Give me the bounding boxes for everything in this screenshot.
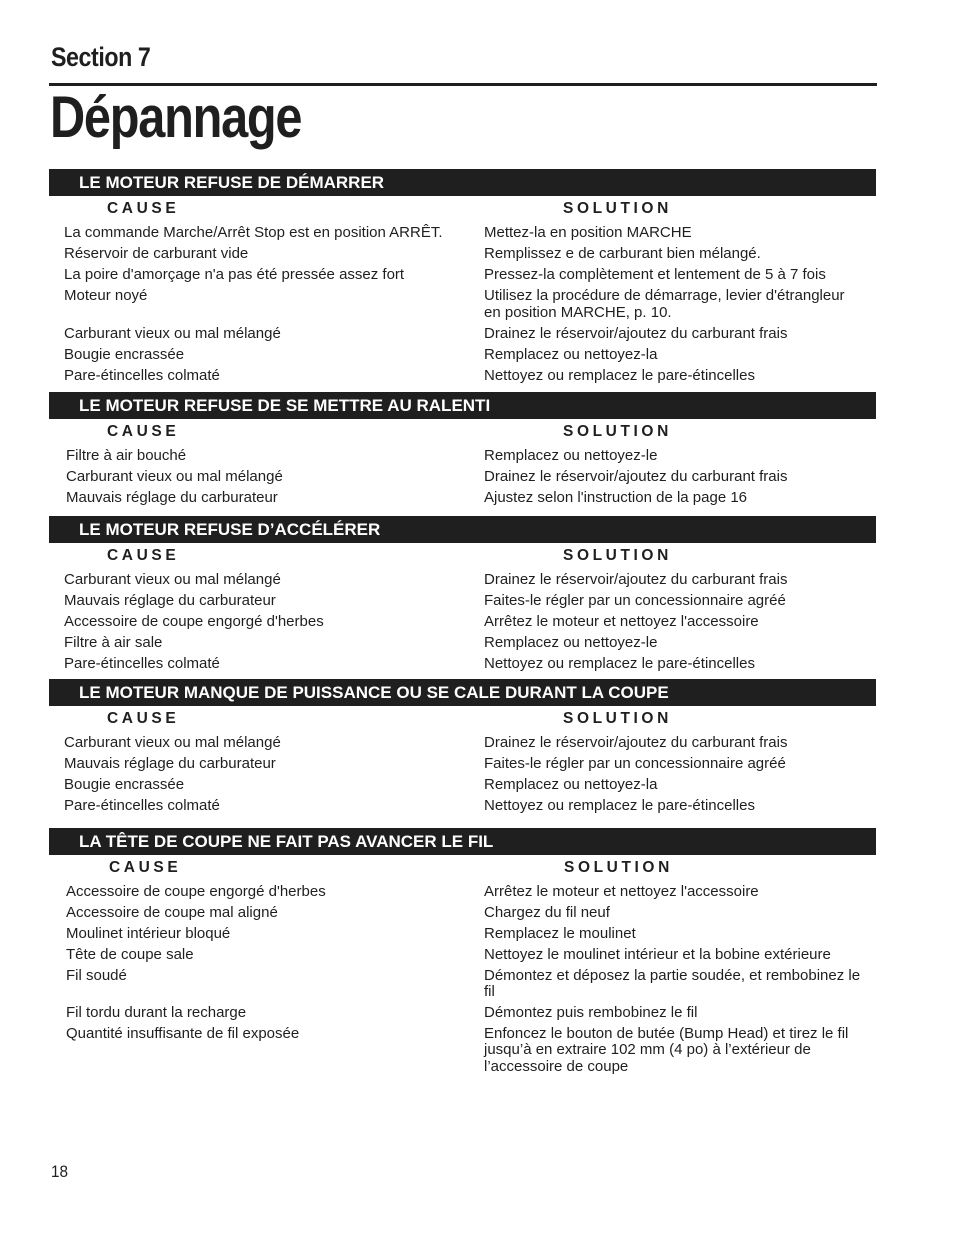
table-row — [49, 798, 876, 815]
cause-cell: Bougie encrassée — [64, 345, 185, 363]
solution-cell: Remplissez e de carburant bien mélangé. — [484, 245, 761, 262]
table-row — [49, 905, 876, 922]
table-row — [49, 947, 876, 964]
table-row — [49, 267, 876, 284]
table-row — [49, 1005, 876, 1022]
cause-cell: Réservoir de carburant vide — [64, 245, 249, 262]
solution-cell: Remplacez le moulinet — [484, 924, 636, 942]
solution-column-heading: SOLUTION — [563, 200, 672, 217]
table-row — [49, 968, 876, 1001]
solution-cell: Remplacez ou nettoyez-le — [484, 633, 658, 651]
table-row — [49, 326, 876, 343]
troubleshoot-block-no-idle — [49, 392, 876, 507]
troubleshoot-block-no-start — [49, 169, 876, 384]
cause-cell: La commande Marche/Arrêt Stop est en position ARRÊT. — [64, 224, 443, 241]
troubleshoot-rows — [49, 448, 876, 507]
troubleshoot-block-no-accelerate — [49, 516, 876, 672]
table-row — [49, 368, 876, 385]
table-row — [49, 288, 876, 321]
cause-cell: Pare-étincelles colmaté — [64, 366, 220, 384]
solution-column-heading: SOLUTION — [563, 547, 672, 564]
cause-column-heading: CAUSE — [107, 423, 180, 440]
troubleshoot-block-power-loss — [49, 679, 876, 815]
block-heading: LE MOTEUR REFUSE D’ACCÉLÉRER — [49, 516, 876, 543]
cause-cell: Mauvais réglage du carburateur — [64, 592, 276, 609]
table-row — [49, 884, 876, 901]
troubleshoot-rows — [49, 884, 876, 1075]
solution-cell: Arrêtez le moteur et nettoyez l'accessoire — [484, 613, 759, 630]
cause-column-heading: CAUSE — [107, 547, 180, 564]
cause-cell: Pare-étincelles colmaté — [64, 797, 220, 814]
solution-column-heading: SOLUTION — [564, 859, 673, 876]
cause-cell: Accessoire de coupe mal aligné — [66, 903, 278, 921]
cause-cell: Accessoire de coupe engorgé d'herbes — [64, 613, 324, 630]
cause-cell: Mauvais réglage du carburateur — [64, 755, 276, 772]
table-row — [49, 926, 876, 943]
solution-cell: Mettez-la en position MARCHE — [484, 224, 692, 241]
solution-cell: Remplacez ou nettoyez-le — [484, 447, 658, 464]
solution-cell: Remplacez ou nettoyez-la — [484, 776, 658, 793]
cause-cell: Carburant vieux ou mal mélangé — [64, 324, 281, 342]
solution-cell: Arrêtez le moteur et nettoyez l'accessoire — [484, 883, 759, 900]
cause-cell: Mauvais réglage du carburateur — [66, 489, 278, 506]
cause-cell: Fil tordu durant la recharge — [66, 1003, 247, 1021]
solution-cell: Nettoyez ou remplacez le pare-étincelles — [484, 797, 755, 814]
table-row — [49, 656, 876, 673]
troubleshoot-rows — [49, 735, 876, 815]
table-row — [49, 490, 876, 507]
table-row — [49, 635, 876, 652]
table-row — [49, 614, 876, 631]
cause-cell: Quantité insuffisante de fil exposée — [66, 1024, 300, 1042]
cause-cell: Fil soudé — [66, 966, 127, 984]
solution-column-heading: SOLUTION — [563, 423, 672, 440]
solution-cell: Drainez le réservoir/ajoutez du carburant frais — [484, 324, 788, 342]
solution-cell: Drainez le réservoir/ajoutez du carburant frais — [484, 734, 788, 751]
table-row — [49, 1026, 876, 1076]
table-row — [49, 448, 876, 465]
solution-cell: Chargez du fil neuf — [484, 903, 610, 921]
cause-cell: Carburant vieux ou mal mélangé — [66, 468, 283, 485]
section-label: Section 7 — [51, 42, 151, 72]
table-row — [49, 756, 876, 773]
solution-cell: Faites-le régler par un concessionnaire agréé — [484, 755, 786, 772]
page-title: Dépannage — [50, 85, 302, 150]
block-heading: LA TÊTE DE COUPE NE FAIT PAS AVANCER LE FIL — [49, 828, 876, 855]
table-row — [49, 246, 876, 263]
solution-cell: Faites-le régler par un concessionnaire agréé — [484, 592, 786, 609]
solution-cell: Ajustez selon l'instruction de la page 16 — [484, 489, 748, 506]
cause-cell: Filtre à air bouché — [66, 447, 187, 464]
solution-cell: Démontez puis rembobinez le fil — [484, 1003, 698, 1021]
solution-cell: Nettoyez ou remplacez le pare-étincelles — [484, 366, 755, 384]
solution-cell: Drainez le réservoir/ajoutez du carburant frais — [484, 571, 788, 588]
solution-cell: Drainez le réservoir/ajoutez du carburant frais — [484, 468, 788, 485]
block-heading: LE MOTEUR REFUSE DE SE METTRE AU RALENTI — [49, 392, 876, 419]
solution-cell: Utilisez la procédure de démarrage, levier d'étrangleur en position MARCHE, p. 10. — [484, 287, 845, 321]
cause-column-heading: CAUSE — [109, 859, 182, 876]
cause-column-heading: CAUSE — [107, 710, 180, 727]
solution-cell: Nettoyez le moulinet intérieur et la bobine extérieure — [484, 945, 831, 963]
cause-cell: Moulinet intérieur bloqué — [66, 924, 231, 942]
solution-cell: Remplacez ou nettoyez-la — [484, 345, 658, 363]
table-row — [49, 777, 876, 794]
cause-cell: Pare-étincelles colmaté — [64, 654, 220, 672]
solution-cell: Enfoncez le bouton de butée (Bump Head) et tirez le fil jusqu’à en extraire 102 mm (4 po) à l’extérieur de l’accessoire de coupe — [484, 1024, 849, 1075]
troubleshoot-rows — [49, 225, 876, 384]
block-heading: LE MOTEUR REFUSE DE DÉMARRER — [49, 169, 876, 196]
cause-cell: Accessoire de coupe engorgé d'herbes — [66, 883, 326, 900]
cause-cell: Filtre à air sale — [64, 633, 163, 651]
cause-cell: La poire d'amorçage n'a pas été pressée assez fort — [64, 266, 405, 283]
block-heading: LE MOTEUR MANQUE DE PUISSANCE OU SE CALE DURANT LA COUPE — [49, 679, 876, 706]
troubleshoot-block-line-feed — [49, 828, 876, 1075]
cause-cell: Bougie encrassée — [64, 776, 185, 793]
table-row — [49, 572, 876, 589]
table-row — [49, 225, 876, 242]
table-row — [49, 593, 876, 610]
table-row — [49, 469, 876, 486]
cause-cell: Moteur noyé — [64, 287, 148, 304]
troubleshoot-rows — [49, 572, 876, 672]
solution-cell: Nettoyez ou remplacez le pare-étincelles — [484, 654, 755, 672]
cause-cell: Carburant vieux ou mal mélangé — [64, 734, 281, 751]
solution-cell: Pressez-la complètement et lentement de 5 à 7 fois — [484, 266, 826, 283]
cause-cell: Carburant vieux ou mal mélangé — [64, 571, 281, 588]
solution-cell: Démontez et déposez la partie soudée, et rembobinez le fil — [484, 966, 861, 1000]
table-row — [49, 735, 876, 752]
cause-cell: Tête de coupe sale — [66, 945, 194, 963]
cause-column-heading: CAUSE — [107, 200, 180, 217]
page-number: 18 — [51, 1162, 69, 1181]
table-row — [49, 347, 876, 364]
solution-column-heading: SOLUTION — [563, 710, 672, 727]
